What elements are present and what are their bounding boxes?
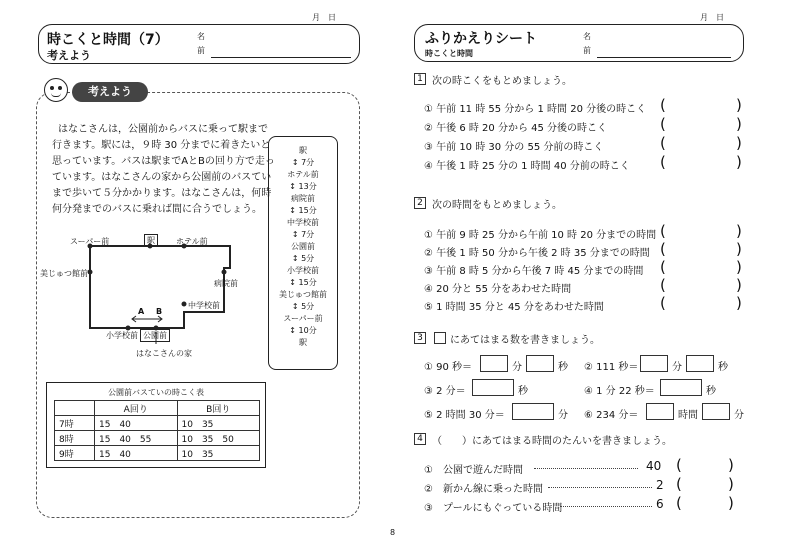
table-cell: 15 40 xyxy=(95,446,178,461)
question-item: ③ 午前 10 時 30 分の 55 分前の時こく xyxy=(424,142,604,153)
answer-paren-open: ( xyxy=(660,96,666,114)
sheet-title: ふりかえりシート xyxy=(425,31,537,47)
table-header-row xyxy=(55,401,260,416)
stop-dot xyxy=(88,270,93,275)
table-cell: 15 40 xyxy=(95,416,178,431)
answer-field[interactable] xyxy=(670,136,732,152)
question-item: ① 90 秒＝ xyxy=(424,362,473,373)
table-header-cell xyxy=(55,401,95,416)
table-row xyxy=(55,416,260,431)
unit-question-value: 40 xyxy=(646,459,662,473)
left-title-box xyxy=(38,24,360,64)
unit-question-label: ② 新かん線に乗った時間 xyxy=(424,484,543,495)
table-cell: 8時 xyxy=(55,431,95,446)
map-label-station: 駅 xyxy=(144,234,158,247)
route-stop: 駅 xyxy=(299,338,307,347)
answer-field[interactable] xyxy=(670,242,732,258)
answer-field[interactable] xyxy=(670,155,732,171)
dotted-leader xyxy=(534,468,638,469)
name-label-1: 名 xyxy=(583,32,591,41)
answer-box[interactable] xyxy=(660,379,702,396)
answer-paren-open: ( xyxy=(660,276,666,294)
route-stop: 中学校前 xyxy=(287,218,319,227)
answer-paren-close: ) xyxy=(728,475,734,493)
section-number: 4 xyxy=(414,433,426,445)
problem-line: 何分発までのバスに乗れば間に合うでしょう。 xyxy=(52,204,262,215)
name-label-2: 前 xyxy=(197,46,205,55)
answer-box[interactable] xyxy=(526,355,554,372)
problem-line: はなこさんは，公園前からバスに乗って駅まで xyxy=(58,124,268,135)
question-item: ④ 1 分 22 秒＝ xyxy=(584,386,655,397)
unit-label: 秒 xyxy=(718,362,728,373)
problem-line: 行きます。駅には，９時 30 分までに着きたいと xyxy=(52,140,271,151)
unit-label: 分 xyxy=(734,410,744,421)
stop-dot xyxy=(182,302,187,307)
table-cell: 9時 xyxy=(55,446,95,461)
answer-box[interactable] xyxy=(472,379,514,396)
answer-paren-open: ( xyxy=(676,456,682,474)
stop-dot xyxy=(222,270,227,275)
route-time: ↕ 15分 xyxy=(289,278,317,287)
route-stop: 病院前 xyxy=(291,194,315,203)
name-field[interactable] xyxy=(211,57,351,58)
answer-field[interactable] xyxy=(686,477,724,493)
question-item: ⑥ 234 分＝ xyxy=(584,410,639,421)
route-time-list xyxy=(269,145,337,349)
map-label-middle-school: 中学校前 xyxy=(188,301,220,310)
answer-box[interactable] xyxy=(480,355,508,372)
table-header-cell: A回り xyxy=(95,401,178,416)
timetable xyxy=(54,400,260,461)
section-number: 1 xyxy=(414,73,426,85)
answer-field[interactable] xyxy=(670,260,732,276)
section-number: 2 xyxy=(414,197,426,209)
sheet-subtitle: 時こくと時間 xyxy=(425,49,473,58)
route-time: ↕ 5分 xyxy=(291,302,315,311)
unit-label: 分 xyxy=(558,410,568,421)
question-item: ⑤ 1 時間 35 分と 45 分をあわせた時間 xyxy=(424,302,604,313)
left-date-label: 月 日 xyxy=(312,13,336,22)
answer-paren-open: ( xyxy=(676,475,682,493)
answer-paren-close: ) xyxy=(736,134,742,152)
answer-paren-close: ) xyxy=(736,96,742,114)
answer-paren-close: ) xyxy=(736,222,742,240)
unit-question-label: ③ プールにもぐっている時間 xyxy=(424,503,563,514)
question-item: ② 午後 6 時 20 分から 45 分後の時こく xyxy=(424,123,608,134)
question-item: ② 111 秒＝ xyxy=(584,362,639,373)
route-stop: スーパー前 xyxy=(283,314,323,323)
answer-box[interactable] xyxy=(686,355,714,372)
answer-paren-close: ) xyxy=(736,294,742,312)
problem-line: 思っています。バスは駅までAとBの回り方で走っ xyxy=(52,156,275,167)
unit-question-value: 2 xyxy=(656,478,664,492)
question-item: ⑤ 2 時間 30 分＝ xyxy=(424,410,505,421)
question-item: ③ 2 分＝ xyxy=(424,386,466,397)
answer-field[interactable] xyxy=(670,278,732,294)
answer-field[interactable] xyxy=(686,496,724,512)
answer-box[interactable] xyxy=(702,403,730,420)
route-b-label: B xyxy=(156,307,163,316)
route-time: ↕ 7分 xyxy=(291,158,315,167)
map-label-park: 公園前 xyxy=(140,329,170,342)
route-stop: 美じゅつ館前 xyxy=(279,290,327,299)
route-time: ↕ 7分 xyxy=(291,230,315,239)
page-title: 時こくと時間（7） xyxy=(47,32,169,48)
answer-paren-open: ( xyxy=(660,258,666,276)
answer-paren-close: ) xyxy=(736,115,742,133)
blank-box-icon xyxy=(434,332,446,344)
problem-line: まで歩いて５分かかります。はなこさんは，何時 xyxy=(52,188,272,199)
page-number: 8 xyxy=(390,528,396,537)
route-stop: 駅 xyxy=(299,146,307,155)
unit-label: 分 xyxy=(512,362,522,373)
table-header-cell: B回り xyxy=(177,401,260,416)
unit-label: 秒 xyxy=(706,386,716,397)
unit-label: 時間 xyxy=(678,410,698,421)
answer-paren-close: ) xyxy=(736,276,742,294)
answer-paren-close: ) xyxy=(736,240,742,258)
answer-field[interactable] xyxy=(670,98,732,114)
route-time-box xyxy=(268,136,338,370)
route-stop: 小学校前 xyxy=(287,266,319,275)
map-label-home: はなこさんの家 xyxy=(136,349,192,358)
answer-field[interactable] xyxy=(670,117,732,133)
answer-paren-close: ) xyxy=(736,258,742,276)
answer-box[interactable] xyxy=(640,355,668,372)
table-row xyxy=(55,446,260,461)
route-stop: 公園前 xyxy=(291,242,315,251)
dotted-leader xyxy=(548,487,652,488)
answer-box[interactable] xyxy=(646,403,674,420)
section-heading: 次の時間をもとめましょう。 xyxy=(432,200,562,211)
name-label-1: 名 xyxy=(197,32,205,41)
table-cell: 7時 xyxy=(55,416,95,431)
timetable-caption: 公園前バスていの時こく表 xyxy=(108,388,204,397)
answer-field[interactable] xyxy=(670,296,732,312)
table-cell: 10 35 50 xyxy=(177,431,260,446)
answer-paren-close: ) xyxy=(728,494,734,512)
name-field[interactable] xyxy=(597,57,731,58)
table-row xyxy=(55,431,260,446)
map-label-supermarket: スーパー前 xyxy=(70,237,110,246)
question-item: ② 午後 1 時 50 分から午後 2 時 35 分までの時間 xyxy=(424,248,650,259)
answer-paren-open: ( xyxy=(660,222,666,240)
answer-box[interactable] xyxy=(512,403,554,420)
table-cell: 10 35 xyxy=(177,446,260,461)
problem-line: ています。はなこさんの家から公園前のバスてい xyxy=(52,172,272,183)
map-label-elementary: 小学校前 xyxy=(106,331,138,340)
route-stop: ホテル前 xyxy=(287,170,319,179)
route-a-label: A xyxy=(138,307,145,316)
section-heading: 次の時こくをもとめましょう。 xyxy=(432,76,572,87)
right-title-box xyxy=(414,24,744,62)
question-item: ① 午前 9 時 25 分から午前 10 時 20 分までの時間 xyxy=(424,230,657,241)
route-time: ↕ 13分 xyxy=(289,182,317,191)
unit-question-label: ① 公園で遊んだ時間 xyxy=(424,465,523,476)
route-time: ↕ 10分 xyxy=(289,326,317,335)
table-cell: 10 35 xyxy=(177,416,260,431)
unit-label: 分 xyxy=(672,362,682,373)
answer-paren-open: ( xyxy=(660,134,666,152)
answer-paren-open: ( xyxy=(660,294,666,312)
answer-paren-open: ( xyxy=(660,153,666,171)
answer-paren-close: ) xyxy=(728,456,734,474)
think-banner: 考えよう xyxy=(72,82,148,102)
question-item: ③ 午前 8 時 5 分から午後 7 時 45 分までの時間 xyxy=(424,266,644,277)
table-cell: 15 40 55 xyxy=(95,431,178,446)
answer-field[interactable] xyxy=(686,458,724,474)
answer-paren-close: ) xyxy=(736,153,742,171)
dotted-leader xyxy=(560,506,652,507)
route-time: ↕ 15分 xyxy=(289,206,317,215)
route-time: ↕ 5分 xyxy=(291,254,315,263)
answer-paren-open: ( xyxy=(676,494,682,512)
question-item: ④ 20 分と 55 分をあわせた時間 xyxy=(424,284,572,295)
map-label-museum: 美じゅつ館前 xyxy=(40,269,88,278)
section-heading: （ ）にあてはまる時間のたんいを書きましょう。 xyxy=(432,436,672,447)
right-date-label: 月 日 xyxy=(700,13,724,22)
map-label-hotel: ホテル前 xyxy=(176,237,208,246)
answer-paren-open: ( xyxy=(660,240,666,258)
question-item: ① 午前 11 時 55 分から 1 時間 20 分後の時こく xyxy=(424,104,647,115)
unit-question-value: 6 xyxy=(656,497,664,511)
question-item: ④ 午後 1 時 25 分の 1 時間 40 分前の時こく xyxy=(424,161,630,172)
mascot-icon xyxy=(44,78,68,102)
map-label-hospital: 病院前 xyxy=(214,279,238,288)
answer-field[interactable] xyxy=(670,224,732,240)
section-number: 3 xyxy=(414,332,426,344)
name-label-2: 前 xyxy=(583,46,591,55)
unit-label: 秒 xyxy=(558,362,568,373)
page-subtitle: 考えよう xyxy=(47,49,91,62)
answer-paren-open: ( xyxy=(660,115,666,133)
problem-text xyxy=(52,122,275,218)
section-heading: にあてはまる数を書きましょう。 xyxy=(450,335,600,346)
unit-label: 秒 xyxy=(518,386,528,397)
